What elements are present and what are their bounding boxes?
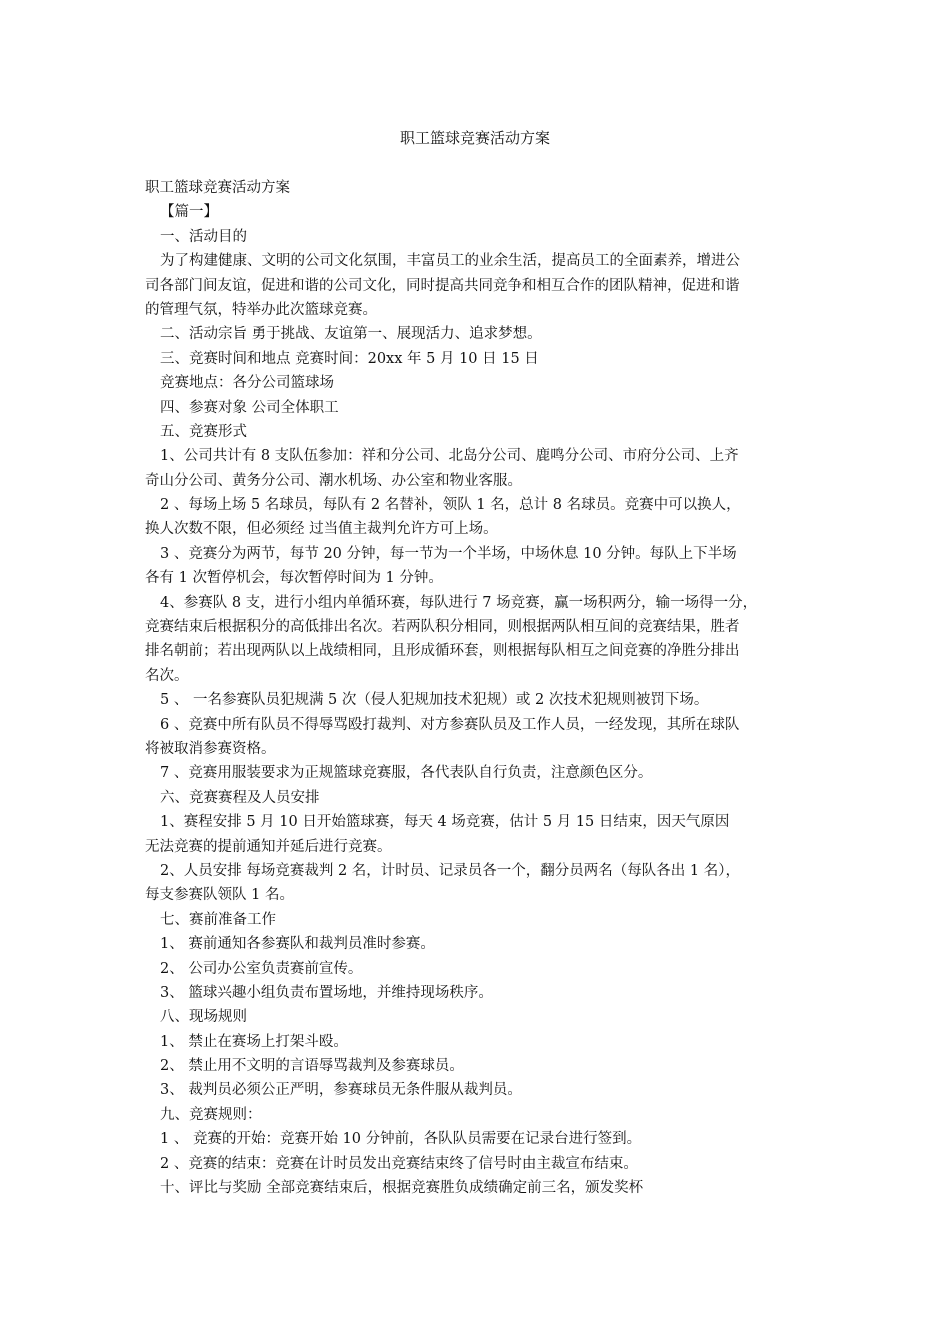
section-heading: 六、竞赛赛程及人员安排 <box>160 789 320 806</box>
section-heading: 五、竞赛形式 <box>160 423 247 440</box>
paragraph-line: 的管理气氛，特举办此次篮球竞赛。 <box>145 301 377 318</box>
list-item-line: 3 、竞赛分为两节，每节 20 分钟，每一节为一个半场，中场休息 10 分钟。每队上下半场 <box>160 545 737 562</box>
document-title: 职工篮球竞赛活动方案 <box>399 129 550 147</box>
paragraph-line: 司各部门间友谊，促进和谐的公司文化，同时提高共同竞争和相互合作的团队精神，促进和谐 <box>145 277 740 294</box>
list-item-line: 2、 公司办公室负责赛前宣传。 <box>160 960 363 977</box>
list-item-line: 1、 赛前通知各参赛队和裁判员准时参赛。 <box>160 936 435 953</box>
list-item-line: 2 、竞赛的结束：竞赛在计时员发出竞赛结束终了信号时由主裁宣布结束。 <box>160 1155 638 1172</box>
list-item-line: 竞赛结束后根据积分的高低排出名次。若两队积分相同，则根据两队相互间的竞赛结果，胜者 <box>145 619 740 636</box>
paragraph-line: 为了构建健康、文明的公司文化氛围，丰富员工的业余生活，提高员工的全面素养，增进公 <box>160 253 740 270</box>
section-heading: 七、赛前准备工作 <box>160 911 276 928</box>
list-item-line: 换人次数不限，但必须经 过当值主裁判允许方可上场。 <box>145 521 498 538</box>
list-item-line: 3、 篮球兴趣小组负责布置场地，并维持现场秩序。 <box>160 984 493 1001</box>
section-heading: 十、评比与奖励 全部竞赛结束后，根据竞赛胜负成绩确定前三名，颁发奖杯 <box>160 1180 644 1197</box>
list-item-line: 5 、 一名参赛队员犯规满 5 次（侵人犯规加技术犯规）或 2 次技术犯规则被罚下场。 <box>160 692 709 709</box>
list-item-line: 1、赛程安排 5 月 10 日开始篮球赛，每天 4 场竞赛，估计 5 月 15 日结束，因天气原因 <box>160 814 730 831</box>
list-item-line: 1 、 竞赛的开始：竞赛开始 10 分钟前，各队队员需要在记录台进行签到。 <box>160 1131 642 1148</box>
list-item-line: 2 、每场上场 5 名球员，每队有 2 名替补，领队 1 名，总计 8 名球员。竞赛中可以换人， <box>160 497 741 514</box>
section-heading: 八、现场规则 <box>160 1009 247 1026</box>
section-heading: 二、活动宗旨 勇于挑战、友谊第一、展现活力、追求梦想。 <box>160 326 542 343</box>
section-heading: 九、竞赛规则： <box>160 1106 262 1123</box>
list-item-line: 名次。 <box>145 667 189 684</box>
paragraph-line: 竞赛地点：各分公司篮球场 <box>160 375 334 392</box>
list-item-line: 排名朝前；若出现两队以上战绩相同，且形成循环套，则根据每队相互之间竞赛的净胜分排出 <box>145 643 740 660</box>
document-body <box>145 176 810 1200</box>
list-item-line: 奇山分公司、黄务分公司、潮水机场、办公室和物业客服。 <box>145 472 522 489</box>
body-heading: 职工篮球竞赛活动方案 <box>145 180 290 196</box>
list-item-line: 6 、竞赛中所有队员不得辱骂殴打裁判、对方参赛队员及工作人员，一经发现，其所在球队 <box>160 716 740 733</box>
section-heading: 一、活动目的 <box>160 228 247 245</box>
list-item-line: 各有 1 次暂停机会，每次暂停时间为 1 分钟。 <box>145 570 443 587</box>
list-item-line: 4、参赛队 8 支，进行小组内单循环赛，每队进行 7 场竞赛，赢一场积两分，输一场得一分， <box>160 594 758 611</box>
list-item-line: 2、人员安排 每场竞赛裁判 2 名，计时员、记录员各一个，翻分员两名（每队各出 1 名）， <box>160 862 740 879</box>
section-label: 【篇一】 <box>160 204 218 221</box>
list-item-line: 1、 禁止在赛场上打架斗殴。 <box>160 1033 348 1050</box>
section-heading: 四、参赛对象 公司全体职工 <box>160 399 339 416</box>
list-item-line: 每支参赛队领队 1 名。 <box>145 887 294 904</box>
list-item-line: 3、 裁判员必须公正严明，参赛球员无条件服从裁判员。 <box>160 1082 522 1099</box>
list-item-line: 2、 禁止用不文明的言语辱骂裁判及参赛球员。 <box>160 1058 464 1075</box>
list-item-line: 7 、竞赛用服装要求为正规篮球竞赛服，各代表队自行负责，注意颜色区分。 <box>160 765 653 782</box>
list-item-line: 1、公司共计有 8 支队伍参加：祥和分公司、北岛分公司、鹿鸣分公司、市府分公司、上齐 <box>160 448 739 465</box>
list-item-line: 无法竞赛的提前通知并延后进行竞赛。 <box>145 838 392 855</box>
list-item-line: 将被取消参赛资格。 <box>145 740 276 757</box>
section-heading: 三、竞赛时间和地点 竞赛时间：20xx 年 5 月 10 日 15 日 <box>160 350 539 367</box>
